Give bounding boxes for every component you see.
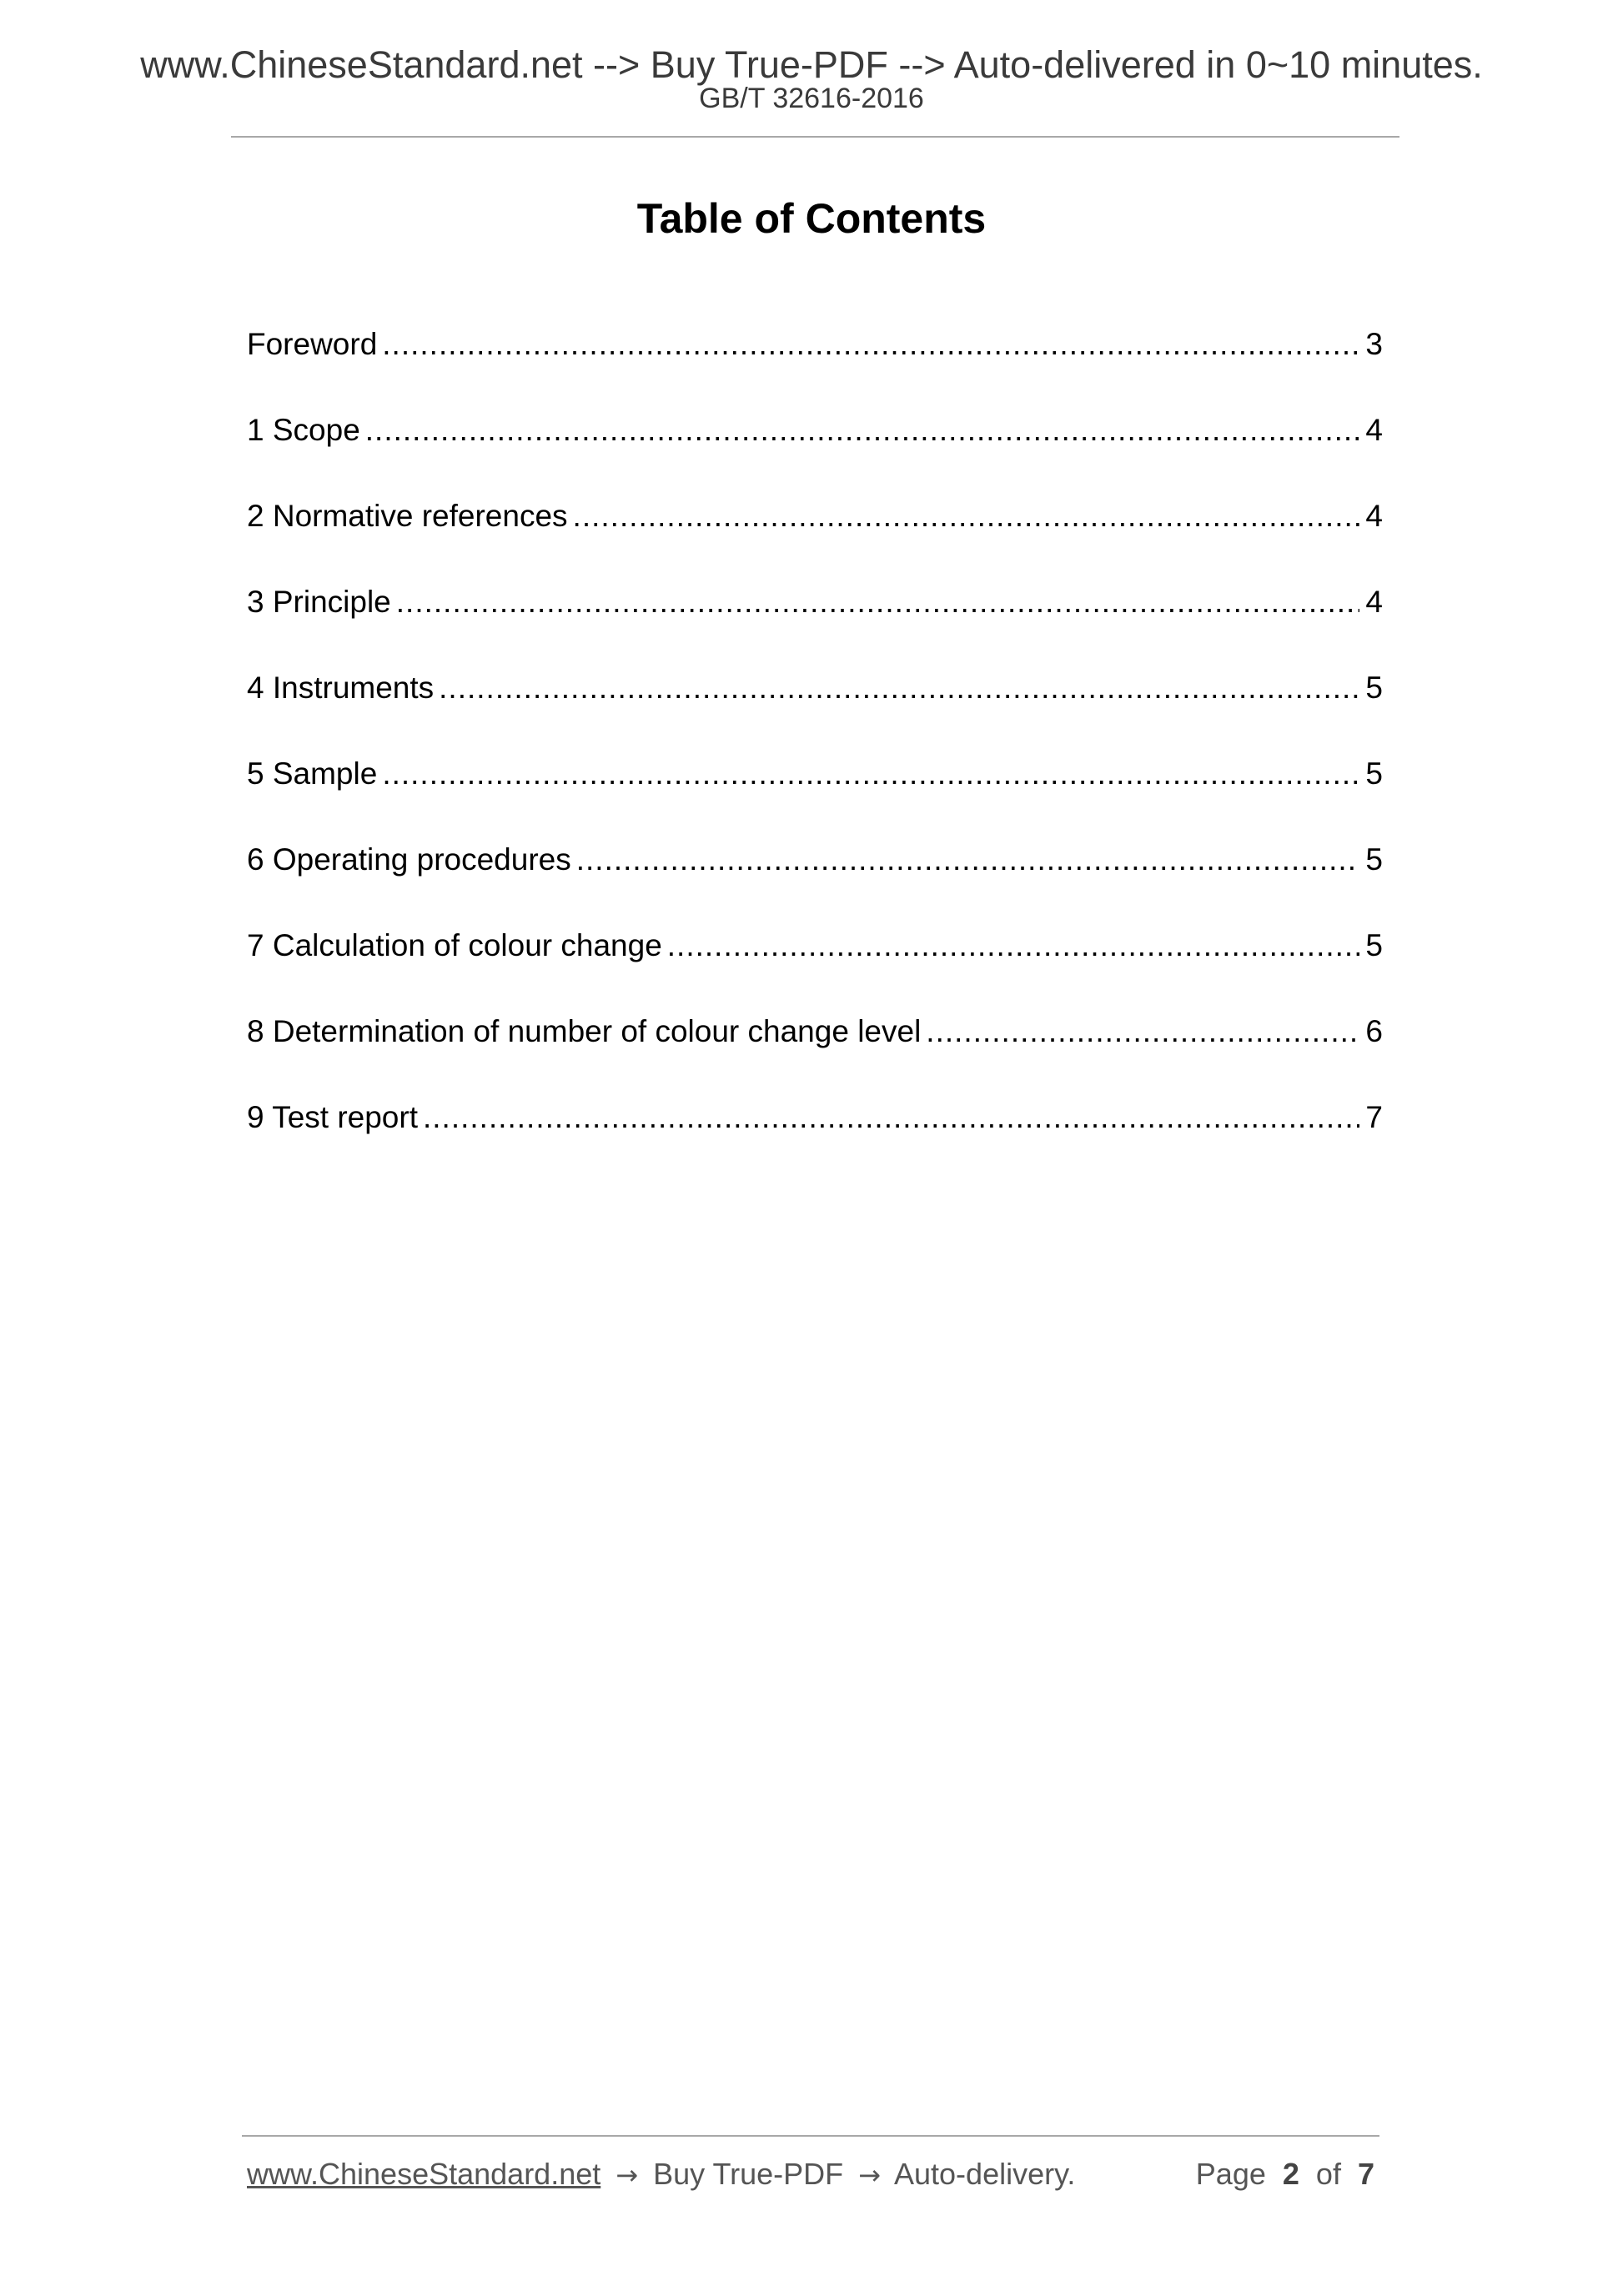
header-divider	[231, 136, 1399, 138]
toc-title: Table of Contents	[636, 195, 987, 242]
toc-entry-page: 4	[1365, 499, 1383, 533]
buy-true-pdf-text: Buy True-PDF	[653, 2157, 844, 2191]
toc-dot-leader	[439, 663, 1359, 713]
toc-entry-test-report[interactable]	[247, 1093, 1383, 1178]
toc-entry-label: 5 Sample	[247, 756, 378, 791]
toc-dot-leader	[573, 491, 1359, 541]
toc-entry-page: 7	[1365, 1100, 1383, 1134]
toc-entry-foreword[interactable]	[247, 319, 1383, 405]
page-total: 7	[1357, 2157, 1374, 2191]
auto-delivery-text: Auto-delivery.	[894, 2157, 1076, 2191]
toc-dot-leader	[382, 749, 1359, 799]
footer-promo	[247, 2156, 1075, 2193]
toc-entry-calculation-of-colour-change[interactable]	[247, 921, 1383, 1007]
document-code: GB/T 32616-2016	[699, 83, 924, 114]
toc-entry-operating-procedures[interactable]	[247, 835, 1383, 921]
page-of-label: of	[1315, 2157, 1341, 2191]
toc-entry-page: 4	[1365, 585, 1383, 619]
toc-entry-normative-references[interactable]	[247, 491, 1383, 577]
toc-entry-label: 9 Test report	[247, 1100, 418, 1134]
toc-entry-instruments[interactable]	[247, 663, 1383, 749]
footer-divider	[242, 2135, 1379, 2137]
toc-dot-leader	[365, 405, 1359, 455]
toc-dot-leader	[423, 1093, 1359, 1143]
toc-entry-label: 6 Operating procedures	[247, 842, 571, 877]
toc-entry-sample[interactable]	[247, 749, 1383, 835]
page-indicator	[1196, 2156, 1374, 2193]
toc-entry-determination-of-colour-change-level[interactable]	[247, 1007, 1383, 1093]
toc-entry-page: 4	[1365, 413, 1383, 447]
toc-dot-leader	[396, 577, 1359, 627]
site-link[interactable]: www.ChineseStandard.net	[247, 2157, 601, 2191]
toc-entry-label: 4 Instruments	[247, 671, 435, 705]
toc-list	[247, 319, 1383, 1178]
toc-entry-label: 2 Normative references	[247, 499, 568, 533]
page-current: 2	[1282, 2157, 1299, 2191]
toc-entry-label: 8 Determination of number of colour change level	[247, 1014, 922, 1048]
toc-entry-label: 3 Principle	[247, 585, 391, 619]
arrow-right-icon: →	[858, 2159, 881, 2191]
toc-dot-leader	[576, 835, 1359, 885]
toc-entry-page: 5	[1365, 928, 1383, 962]
toc-entry-scope[interactable]	[247, 405, 1383, 491]
page-label: Page	[1195, 2157, 1266, 2191]
toc-dot-leader	[926, 1007, 1359, 1057]
toc-entry-page: 3	[1365, 327, 1383, 361]
toc-entry-principle[interactable]	[247, 577, 1383, 663]
toc-entry-page: 6	[1365, 1014, 1383, 1048]
toc-entry-page: 5	[1365, 671, 1383, 705]
toc-entry-page: 5	[1365, 842, 1383, 877]
arrow-right-icon: →	[616, 2159, 639, 2191]
toc-dot-leader	[382, 319, 1359, 369]
header-banner: www.ChineseStandard.net --> Buy True-PDF --> Auto-delivered in 0~10 minutes.	[140, 43, 1483, 86]
toc-entry-page: 5	[1365, 756, 1383, 791]
toc-dot-leader	[667, 921, 1359, 971]
toc-entry-label: 7 Calculation of colour change	[247, 928, 662, 962]
toc-entry-label: Foreword	[247, 327, 378, 361]
toc-entry-label: 1 Scope	[247, 413, 360, 447]
